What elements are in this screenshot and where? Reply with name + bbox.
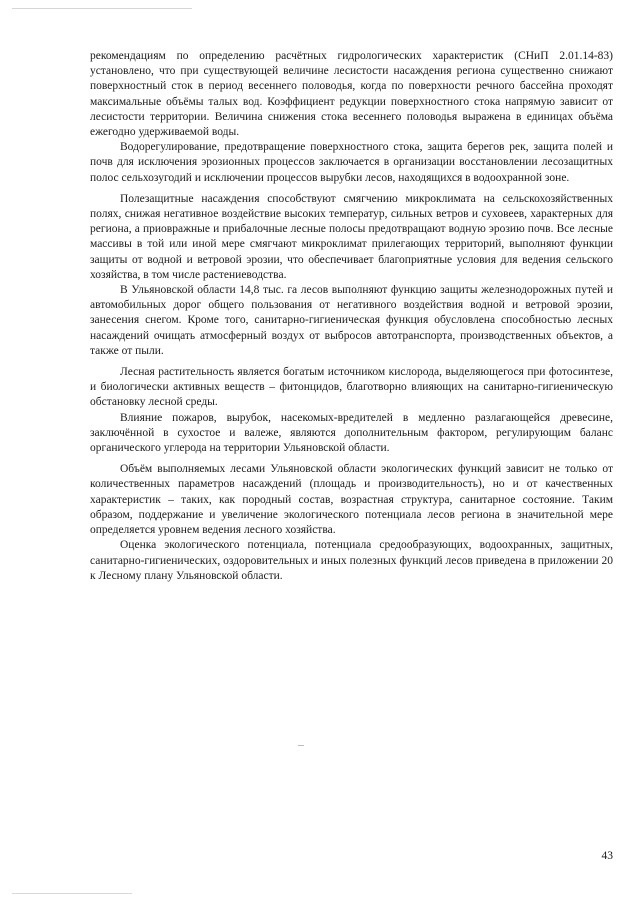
paragraph-3: Полезащитные насаждения способствуют смягчению микроклимата на сельскохозяйственных полях, снижая негативное воздействие высоких температур, сильных ветров и суховеев, характерных для региона, а приовражные и прибалочные лесные полосы предотвращают водную эрозию почв. Все лесные массивы в той или иной мере смягчают микроклимат прилегающих территорий, выполняют функции защиты от водной и ветровой эрозии, что обеспечивает благоприятные условия для ведения сельского хозяйства, в том числе растениеводства. bbox=[90, 192, 613, 281]
paragraph-6: Влияние пожаров, вырубок, насекомых-вредителей в медленно разлагающейся древесине, заключённой в сухостое и валеже, являются дополнительным фактором, регулирующим баланс органического углерода на территории Ульяновской области. bbox=[90, 411, 613, 455]
paragraph-2: Водорегулирование, предотвращение поверхностного стока, защита берегов рек, защита полей и почв для исключения эрозионных процессов заключается в организации восстановлении лесозащитных полос сельхозугодий и исключении процессов вырубки лесов, находящихся в водоохранной зоне. bbox=[90, 141, 613, 184]
document-body bbox=[90, 49, 613, 584]
paragraph-1: рекомендациям по определению расчётных гидрологических характеристик (СНиП 2.01.14-83) установлено, что при существующей величине лесистости насаждения региона существенно снижают поверхностный сток в период весеннего половодья, когда по поверхности речного бассейна проходят максимальные объёмы талых вод. Коэффициент редукции поверхностного стока напрямую зависит от лесистости территории. Величина снижения стока весеннего половодья выражена в единицах объёма ежегодно удерживаемой воды. bbox=[90, 50, 613, 139]
paragraph-5: Лесная растительность является богатым источником кислорода, выделяющегося при фотосинтезе, и биологически активных веществ – фитонцидов, благотворно влияющих на санитарно-гигиеническую обстановку лесной среды. bbox=[90, 366, 613, 409]
page-number: 43 bbox=[601, 850, 613, 862]
scan-artifact-top bbox=[12, 8, 192, 9]
scan-artifact-mid bbox=[298, 745, 304, 746]
scan-artifact-bottom bbox=[12, 893, 132, 894]
paragraph-8: Оценка экологического потенциала, потенциала средообразующих, водоохранных, защитных, санитарно-гигиенических, оздоровительных и иных полезных функций лесов приведена в приложении 20 к Лесному плану Ульяновской области. bbox=[90, 539, 613, 582]
paragraph-4: В Ульяновской области 14,8 тыс. га лесов выполняют функцию защиты железнодорожных путей и автомобильных дорог общего пользования от негативного воздействия водной и ветровой эрозии, занесения снегом. Кроме того, санитарно-гигиеническая функция обусловлена способностью лесных насаждений очищать атмосферный воздух от выбросов автотранспорта, производственных объектов, а также от пыли. bbox=[90, 284, 613, 357]
paragraph-7: Объём выполняемых лесами Ульяновской области экологических функций зависит не только от количественных параметров насаждений (площадь и производительность), но и от качественных характеристик – таких, как породный состав, возрастная структура, санитарное состояние. Таким образом, поддержание и увеличение экологического потенциала лесов региона в значительной мере определяется уровнем ведения лесного хозяйства. bbox=[90, 463, 613, 537]
